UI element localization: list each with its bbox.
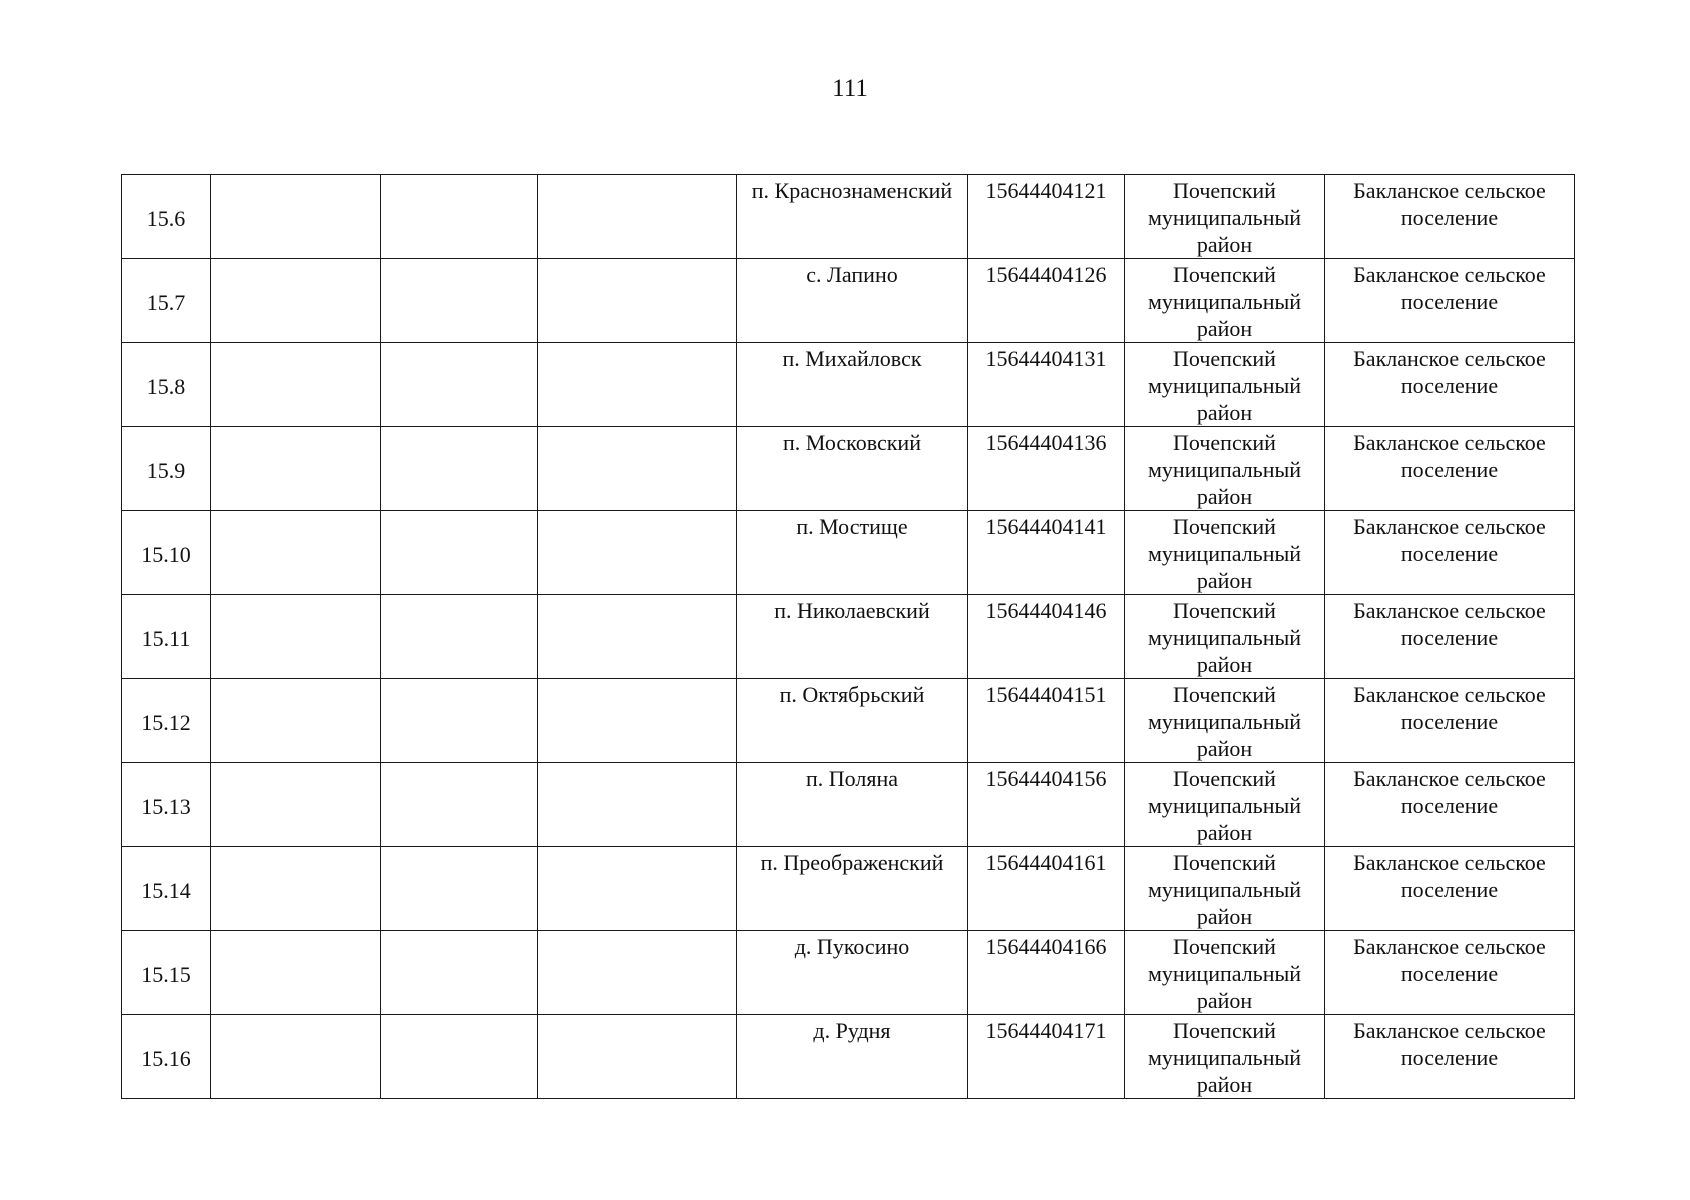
district-name: Почепский муниципальный район [1125, 679, 1325, 763]
oktmo-code: 15644404121 [968, 175, 1125, 259]
table-body [122, 175, 1575, 1099]
oktmo-code: 15644404151 [968, 679, 1125, 763]
oktmo-code: 15644404146 [968, 595, 1125, 679]
empty-cell [211, 763, 381, 847]
row-number: 15.12 [122, 679, 211, 763]
empty-cell [381, 595, 538, 679]
empty-cell [211, 595, 381, 679]
table-row [122, 763, 1575, 847]
row-number: 15.16 [122, 1015, 211, 1099]
empty-cell [538, 763, 737, 847]
table-row [122, 511, 1575, 595]
municipality-name: Бакланское сельское поселение [1325, 763, 1575, 847]
table-row [122, 427, 1575, 511]
row-number: 15.15 [122, 931, 211, 1015]
page-number: 111 [832, 75, 868, 102]
district-name: Почепский муниципальный район [1125, 511, 1325, 595]
empty-cell [538, 679, 737, 763]
row-number: 15.14 [122, 847, 211, 931]
table-row [122, 931, 1575, 1015]
settlement-name: п. Московский [737, 427, 968, 511]
empty-cell [381, 259, 538, 343]
district-name: Почепский муниципальный район [1125, 595, 1325, 679]
row-number: 15.13 [122, 763, 211, 847]
table-row [122, 259, 1575, 343]
municipality-name: Бакланское сельское поселение [1325, 343, 1575, 427]
district-name: Почепский муниципальный район [1125, 763, 1325, 847]
oktmo-code: 15644404161 [968, 847, 1125, 931]
empty-cell [211, 511, 381, 595]
empty-cell [381, 511, 538, 595]
empty-cell [211, 679, 381, 763]
settlement-name: п. Михайловск [737, 343, 968, 427]
district-name: Почепский муниципальный район [1125, 1015, 1325, 1099]
empty-cell [538, 259, 737, 343]
settlement-name: п. Николаевский [737, 595, 968, 679]
empty-cell [538, 427, 737, 511]
empty-cell [211, 175, 381, 259]
empty-cell [538, 343, 737, 427]
empty-cell [381, 931, 538, 1015]
empty-cell [211, 427, 381, 511]
empty-cell [381, 175, 538, 259]
district-name: Почепский муниципальный район [1125, 427, 1325, 511]
oktmo-code: 15644404141 [968, 511, 1125, 595]
oktmo-code: 15644404171 [968, 1015, 1125, 1099]
settlement-name: п. Октябрьский [737, 679, 968, 763]
row-number: 15.8 [122, 343, 211, 427]
table-row [122, 595, 1575, 679]
empty-cell [211, 931, 381, 1015]
settlement-name: п. Мостище [737, 511, 968, 595]
row-number: 15.9 [122, 427, 211, 511]
empty-cell [381, 847, 538, 931]
settlement-name: п. Преображенский [737, 847, 968, 931]
settlement-name: д. Пукосино [737, 931, 968, 1015]
empty-cell [381, 679, 538, 763]
oktmo-code: 15644404166 [968, 931, 1125, 1015]
empty-cell [538, 595, 737, 679]
district-name: Почепский муниципальный район [1125, 175, 1325, 259]
empty-cell [211, 847, 381, 931]
oktmo-code: 15644404131 [968, 343, 1125, 427]
empty-cell [381, 1015, 538, 1099]
settlement-name: с. Лапино [737, 259, 968, 343]
row-number: 15.7 [122, 259, 211, 343]
empty-cell [538, 1015, 737, 1099]
oktmo-code: 15644404136 [968, 427, 1125, 511]
table-row [122, 847, 1575, 931]
municipality-name: Бакланское сельское поселение [1325, 259, 1575, 343]
municipality-name: Бакланское сельское поселение [1325, 847, 1575, 931]
municipality-name: Бакланское сельское поселение [1325, 175, 1575, 259]
district-name: Почепский муниципальный район [1125, 847, 1325, 931]
empty-cell [211, 259, 381, 343]
table-row [122, 175, 1575, 259]
empty-cell [538, 847, 737, 931]
municipality-name: Бакланское сельское поселение [1325, 511, 1575, 595]
settlement-name: п. Поляна [737, 763, 968, 847]
empty-cell [211, 1015, 381, 1099]
empty-cell [538, 175, 737, 259]
district-name: Почепский муниципальный район [1125, 931, 1325, 1015]
municipality-name: Бакланское сельское поселение [1325, 931, 1575, 1015]
municipality-name: Бакланское сельское поселение [1325, 679, 1575, 763]
row-number: 15.6 [122, 175, 211, 259]
empty-cell [381, 763, 538, 847]
empty-cell [381, 343, 538, 427]
table-row [122, 679, 1575, 763]
empty-cell [211, 343, 381, 427]
table-row [122, 343, 1575, 427]
empty-cell [538, 931, 737, 1015]
empty-cell [381, 427, 538, 511]
empty-cell [538, 511, 737, 595]
row-number: 15.11 [122, 595, 211, 679]
row-number: 15.10 [122, 511, 211, 595]
oktmo-code: 15644404126 [968, 259, 1125, 343]
table-row [122, 1015, 1575, 1099]
district-name: Почепский муниципальный район [1125, 343, 1325, 427]
settlements-table [121, 174, 1575, 1099]
settlement-name: д. Рудня [737, 1015, 968, 1099]
district-name: Почепский муниципальный район [1125, 259, 1325, 343]
municipality-name: Бакланское сельское поселение [1325, 427, 1575, 511]
oktmo-code: 15644404156 [968, 763, 1125, 847]
municipality-name: Бакланское сельское поселение [1325, 595, 1575, 679]
settlement-name: п. Краснознаменский [737, 175, 968, 259]
municipality-name: Бакланское сельское поселение [1325, 1015, 1575, 1099]
